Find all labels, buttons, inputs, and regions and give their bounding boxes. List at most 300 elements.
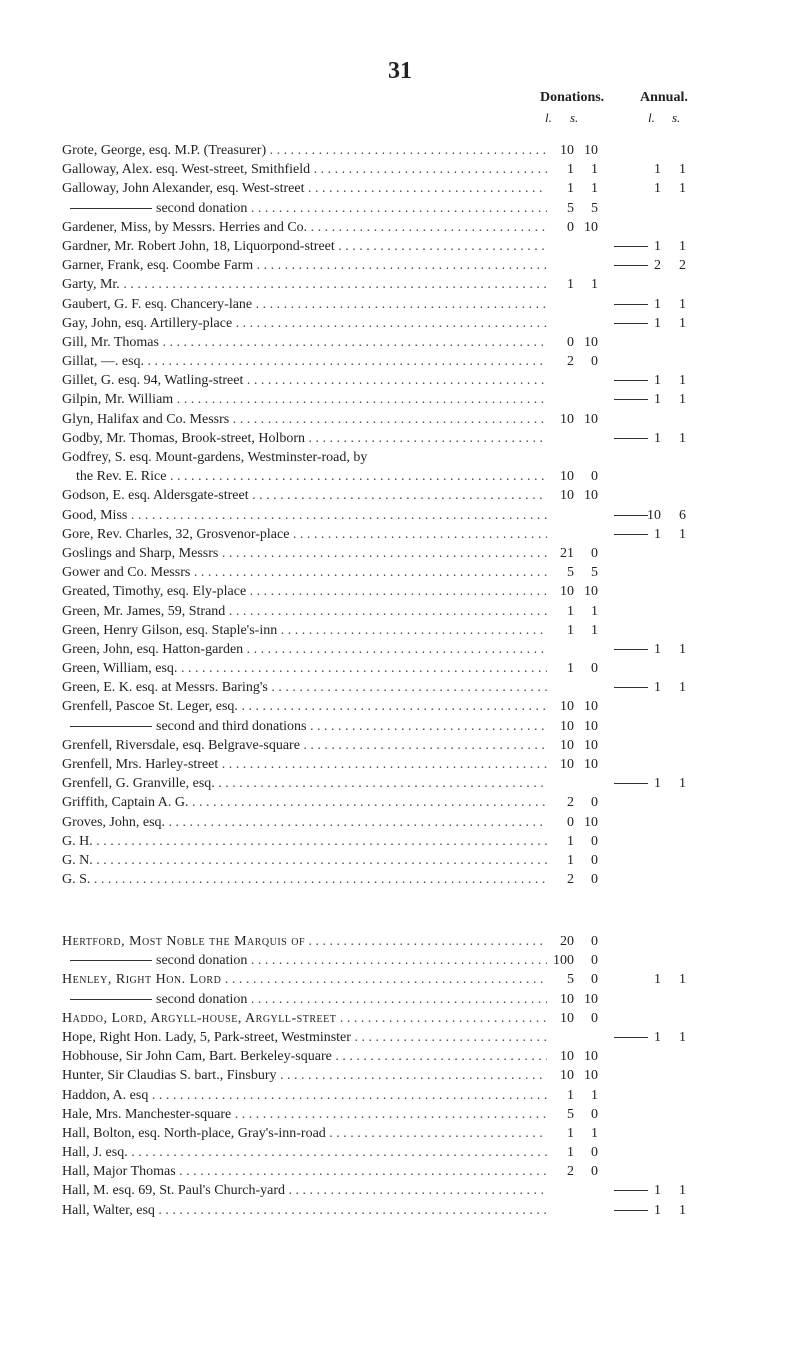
donation-shillings: 10	[584, 699, 598, 715]
ditto-rule	[70, 960, 152, 961]
list-item	[62, 237, 752, 256]
no-donation-rule	[614, 246, 648, 247]
subscriber-name	[62, 371, 547, 390]
donation-shillings: 10	[584, 1049, 598, 1065]
subscriber-name	[62, 970, 547, 989]
annual-shillings: 1	[679, 1183, 686, 1199]
subscriber-name	[62, 237, 547, 256]
subscriber-name	[76, 467, 547, 486]
leader-dots	[249, 488, 547, 503]
donation-pounds: 1	[567, 1087, 574, 1103]
donation-pounds: 1	[567, 852, 574, 868]
no-donation-rule	[614, 380, 648, 381]
donation-shillings: 0	[591, 795, 598, 811]
leader-dots	[166, 469, 547, 484]
leader-dots	[218, 757, 547, 772]
annual-pounds: 1	[654, 373, 661, 389]
leader-dots	[127, 508, 547, 523]
donation-shillings: 10	[584, 488, 598, 504]
subscriber-name	[62, 199, 547, 218]
subscriber-name-text: second donation	[156, 200, 248, 216]
list-item	[62, 697, 752, 716]
list-item	[62, 1143, 752, 1162]
leader-dots	[128, 1145, 547, 1160]
subscriber-name-text: Green, Henry Gilson, esq. Staple's-inn	[62, 622, 278, 638]
annual-shillings-unit: s.	[672, 110, 681, 125]
no-donation-rule	[614, 687, 648, 688]
annual-shillings: 1	[679, 238, 686, 254]
donation-shillings: 10	[584, 718, 598, 734]
donation-pounds: 10	[560, 143, 574, 158]
leader-dots	[232, 316, 547, 331]
list-item	[62, 1105, 752, 1124]
donation-shillings: 0	[591, 852, 598, 868]
annual-pounds: 1	[654, 972, 661, 988]
leader-dots	[304, 181, 547, 196]
annual-pounds: 1	[654, 776, 661, 792]
donation-pounds: 0	[567, 814, 574, 830]
leader-dots	[93, 834, 547, 849]
donation-pounds: 2	[567, 1164, 574, 1180]
donation-pounds: 2	[567, 872, 574, 888]
list-item	[62, 544, 752, 563]
donation-pounds: 1	[567, 1125, 574, 1141]
donation-pounds: 2	[567, 354, 574, 370]
list-item	[62, 179, 752, 198]
subscriber-name	[62, 755, 547, 774]
list-item	[62, 371, 752, 390]
annual-shillings: 1	[679, 392, 686, 408]
subscriber-name-text: Greated, Timothy, esq. Ely-place	[62, 584, 247, 600]
annual-pounds: 2	[654, 258, 661, 274]
no-donation-rule	[614, 323, 648, 324]
no-donation-rule	[614, 399, 648, 400]
subscriber-name-text: Gower and Co. Messrs	[62, 565, 191, 581]
subscriber-name-text: Hale, Mrs. Manchester-square	[62, 1106, 232, 1122]
subscriber-name-text: Gay, John, esq. Artillery-place	[62, 315, 233, 331]
leader-dots	[247, 953, 547, 968]
leader-dots	[336, 1011, 547, 1026]
leader-dots	[165, 815, 547, 830]
donation-shillings: 0	[591, 934, 598, 949]
donation-pounds: 5	[567, 200, 574, 216]
donation-pounds: 10	[560, 488, 574, 504]
donation-shillings: 5	[591, 200, 598, 216]
donation-pounds: 5	[567, 1106, 574, 1122]
list-item	[62, 602, 752, 621]
subscriber-name-text: Hall, J. esq.	[62, 1145, 128, 1161]
leader-dots	[155, 1203, 547, 1218]
list-item	[62, 314, 752, 333]
leader-dots	[351, 1030, 547, 1045]
list-item	[62, 1086, 752, 1105]
annual-pounds: 1	[654, 162, 661, 178]
subscriber-name	[62, 256, 547, 275]
list-item	[62, 582, 752, 601]
subscriber-name	[62, 697, 547, 716]
leader-dots	[177, 661, 547, 676]
leader-dots	[231, 1107, 547, 1122]
ditto-rule	[70, 726, 152, 727]
annual-pounds: 1	[654, 296, 661, 312]
donation-shillings: 10	[584, 1068, 598, 1084]
annual-pounds: 1	[654, 1202, 661, 1218]
annual-shillings: 1	[679, 776, 686, 792]
donation-pounds: 10	[560, 991, 574, 1007]
subscriber-name	[62, 640, 547, 659]
subscriber-name	[62, 486, 547, 505]
leader-dots	[277, 623, 547, 638]
subscriber-name-text: Green, E. K. esq. at Messrs. Baring's	[62, 680, 268, 696]
subscriber-name-text: Godby, Mr. Thomas, Brook-street, Holborn	[62, 430, 306, 446]
no-donation-rule	[614, 438, 648, 439]
subscriber-list-g	[62, 141, 752, 889]
leader-dots	[190, 565, 547, 580]
subscriber-name	[62, 544, 547, 563]
subscriber-name	[62, 582, 547, 601]
donation-shillings: 10	[584, 991, 598, 1007]
subscriber-name	[62, 793, 547, 812]
subscriber-name	[62, 1066, 547, 1085]
subscriber-name-text: Hall, Major Thomas	[62, 1164, 176, 1180]
subscriber-name-text: Gardner, Mr. Robert John, 18, Liquorpond-street	[62, 238, 335, 254]
donation-pounds: 10	[560, 718, 574, 734]
list-item	[62, 755, 752, 774]
annual-pounds: 1	[654, 181, 661, 197]
donation-shillings: 0	[591, 1145, 598, 1161]
list-item	[62, 410, 752, 429]
donation-shillings: 10	[584, 814, 598, 830]
subscriber-name	[62, 736, 547, 755]
list-item	[62, 1124, 752, 1143]
leader-dots	[246, 584, 547, 599]
annual-shillings: 1	[679, 296, 686, 312]
list-item	[62, 275, 752, 294]
list-item	[62, 295, 752, 314]
leader-dots	[93, 853, 547, 868]
list-item	[62, 141, 752, 160]
subscriber-name-text: Hertford, Most Noble the Marquis of	[62, 934, 306, 949]
subscriber-name	[62, 218, 547, 237]
subscriber-name-text: Hall, Walter, esq	[62, 1202, 155, 1218]
no-donation-rule	[614, 265, 648, 266]
subscriber-name-text: second donation	[156, 953, 248, 969]
leader-dots	[335, 239, 547, 254]
subscriber-name-text: Galloway, Alex. esq. West-street, Smithfield	[62, 162, 311, 178]
subscriber-name-text: Groves, John, esq.	[62, 814, 166, 830]
subscriber-name-text: Gilpin, Mr. William	[62, 392, 174, 408]
annual-pounds: 1	[654, 1029, 661, 1045]
annual-pounds: 1	[654, 315, 661, 331]
subscriber-name-text: Hall, Bolton, esq. North-place, Gray's-inn-road	[62, 1125, 326, 1141]
donations-shillings-unit: s.	[570, 110, 579, 125]
donation-pounds: 1	[567, 277, 574, 293]
no-donation-rule	[614, 649, 648, 650]
subscriber-name-text: Gaubert, G. F. esq. Chancery-lane	[62, 296, 253, 312]
leader-dots	[221, 972, 547, 987]
donation-pounds: 0	[567, 219, 574, 235]
list-item	[62, 448, 752, 467]
leader-dots	[243, 373, 547, 388]
leader-dots	[247, 201, 547, 216]
donations-header: Donations.	[540, 90, 605, 105]
donation-shillings: 1	[591, 181, 598, 197]
donation-pounds: 10	[560, 1049, 574, 1065]
annual-header: Annual.	[640, 90, 688, 105]
donation-pounds: 10	[560, 699, 574, 715]
leader-dots	[148, 1088, 547, 1103]
donation-shillings: 10	[584, 737, 598, 753]
subscriber-name-text: Godson, E. esq. Aldersgate-street	[62, 488, 249, 504]
subscriber-name	[62, 1124, 547, 1143]
donation-shillings: 10	[584, 219, 598, 235]
annual-pounds: 1	[654, 430, 661, 446]
donation-shillings: 10	[584, 757, 598, 772]
subscriber-name-text: Good, Miss	[62, 507, 128, 523]
donation-pounds: 5	[567, 565, 574, 581]
no-donation-rule	[614, 1190, 648, 1191]
subscriber-name-text: G. H.	[62, 833, 93, 849]
leader-dots	[173, 392, 547, 407]
subscriber-name	[62, 160, 547, 179]
donation-shillings: 10	[584, 143, 598, 158]
subscriber-name-text: Grenfell, Riversdale, esq. Belgrave-square	[62, 737, 300, 753]
leader-dots	[176, 1164, 547, 1179]
list-item	[62, 467, 752, 486]
subscriber-name	[62, 678, 547, 697]
list-item	[62, 793, 752, 812]
donation-shillings: 1	[591, 1087, 598, 1103]
annual-shillings: 1	[679, 373, 686, 389]
leader-dots	[332, 1049, 547, 1064]
subscriber-name-text: Green, John, esq. Hatton-garden	[62, 641, 244, 657]
subscriber-name	[62, 295, 547, 314]
donation-pounds: 21	[560, 545, 574, 561]
subscriber-name	[62, 179, 547, 198]
subscriber-name	[62, 1201, 547, 1220]
subscriber-name	[62, 410, 547, 429]
donation-shillings: 0	[591, 833, 598, 849]
donation-pounds: 1	[567, 181, 574, 197]
leader-dots	[159, 335, 547, 350]
no-donation-rule	[614, 1210, 648, 1211]
donation-shillings: 1	[591, 162, 598, 178]
column-headers	[0, 90, 800, 130]
annual-shillings: 2	[679, 258, 686, 274]
donation-pounds: 1	[567, 622, 574, 638]
donation-shillings: 0	[591, 1106, 598, 1122]
subscriber-name	[62, 1105, 547, 1124]
donation-shillings: 5	[591, 565, 598, 581]
list-item	[62, 506, 752, 525]
subscriber-name-text: Griffith, Captain A. G.	[62, 795, 189, 811]
list-item	[62, 659, 752, 678]
subscriber-name-text: Godfrey, S. esq. Mount-gardens, Westminster-road, by	[62, 450, 368, 465]
subscriber-name	[62, 429, 547, 448]
subscriber-name	[62, 813, 547, 832]
leader-dots	[120, 277, 547, 292]
list-item	[62, 486, 752, 505]
leader-dots	[326, 1126, 547, 1141]
subscriber-name	[62, 1143, 547, 1162]
annual-pounds: 1	[654, 1183, 661, 1199]
list-item	[62, 352, 752, 371]
donation-pounds: 10	[560, 1068, 574, 1084]
leader-dots	[300, 738, 547, 753]
leader-dots	[247, 992, 547, 1007]
list-item	[62, 932, 752, 951]
list-item	[62, 218, 752, 237]
annual-shillings: 1	[679, 641, 686, 657]
list-item	[62, 951, 752, 970]
list-item	[62, 736, 752, 755]
subscriber-name	[62, 870, 547, 889]
donation-shillings: 10	[584, 584, 598, 600]
list-item	[62, 1009, 752, 1028]
donation-shillings: 0	[591, 661, 598, 677]
ditto-rule	[70, 208, 152, 209]
donation-pounds: 100	[553, 953, 574, 969]
subscriber-name	[62, 390, 547, 409]
subscriber-name-text: second donation	[156, 991, 248, 1007]
subscriber-name	[62, 563, 547, 582]
subscriber-name	[62, 141, 547, 160]
list-item	[62, 1201, 752, 1220]
annual-shillings: 1	[679, 972, 686, 988]
list-item	[62, 640, 752, 659]
no-donation-rule	[614, 515, 648, 516]
subscriber-name	[62, 717, 547, 736]
subscriber-name	[62, 1181, 547, 1200]
subscriber-name-text: second and third donations	[156, 718, 307, 734]
donation-shillings: 0	[591, 469, 598, 485]
leader-dots	[289, 527, 547, 542]
list-item	[62, 1028, 752, 1047]
donation-shillings: 0	[591, 354, 598, 370]
list-item	[62, 717, 752, 736]
subscriber-name	[62, 932, 547, 951]
leader-dots	[218, 546, 547, 561]
subscriber-name-text: Henley, Right Hon. Lord	[62, 972, 222, 988]
subscriber-name	[62, 851, 547, 870]
leader-dots	[243, 642, 547, 657]
donation-pounds: 1	[567, 1145, 574, 1161]
list-item	[62, 429, 752, 448]
annual-pounds: 1	[654, 392, 661, 408]
no-donation-rule	[614, 783, 648, 784]
leader-dots	[276, 1068, 547, 1083]
list-item	[62, 390, 752, 409]
subscriber-name-text: Gillet, G. esq. 94, Watling-street	[62, 373, 244, 389]
donation-shillings: 0	[591, 1010, 598, 1026]
donation-shillings: 0	[591, 953, 598, 969]
subscriber-name	[62, 602, 547, 621]
leader-dots	[90, 872, 547, 887]
donation-pounds: 10	[560, 411, 574, 427]
donation-pounds: 10	[560, 757, 574, 772]
annual-shillings: 1	[679, 1202, 686, 1218]
subscriber-name-text: Gore, Rev. Charles, 32, Grosvenor-place	[62, 526, 290, 542]
subscriber-name	[62, 333, 547, 352]
donation-pounds: 5	[567, 972, 574, 988]
donation-pounds: 10	[560, 469, 574, 485]
donation-pounds: 10	[560, 584, 574, 600]
leader-dots	[144, 354, 547, 369]
subscriber-name	[62, 448, 547, 467]
ditto-rule	[70, 999, 152, 1000]
donation-shillings: 1	[591, 1125, 598, 1141]
leader-dots	[252, 297, 547, 312]
subscriber-name	[62, 314, 547, 333]
annual-pounds: 1	[654, 680, 661, 696]
subscriber-name	[62, 275, 547, 294]
annual-pounds: 10	[647, 507, 661, 523]
annual-shillings: 1	[679, 181, 686, 197]
leader-dots	[306, 719, 547, 734]
list-item	[62, 813, 752, 832]
subscriber-name-text: Gillat, —. esq.	[62, 354, 145, 370]
donation-pounds: 1	[567, 661, 574, 677]
subscriber-name-text: Hall, M. esq. 69, St. Paul's Church-yard	[62, 1183, 286, 1199]
annual-pounds-unit: l.	[648, 110, 655, 125]
donation-pounds: 2	[567, 795, 574, 811]
subscriber-name	[62, 525, 547, 544]
list-item	[62, 851, 752, 870]
subscriber-name-text: Gardener, Miss, by Messrs. Herries and Co.	[62, 219, 308, 235]
subscriber-name-text: G. N.	[62, 852, 93, 868]
leader-dots	[215, 776, 547, 791]
list-item	[62, 1181, 752, 1200]
subscriber-name	[62, 1028, 547, 1047]
subscriber-name	[62, 1009, 547, 1028]
subscriber-name	[62, 951, 547, 970]
donation-shillings: 0	[591, 872, 598, 888]
annual-shillings: 1	[679, 162, 686, 178]
donation-shillings: 0	[591, 545, 598, 561]
subscriber-name	[62, 1162, 547, 1181]
annual-pounds: 1	[654, 641, 661, 657]
annual-shillings: 1	[679, 1029, 686, 1045]
subscriber-name-text: Goslings and Sharp, Messrs	[62, 545, 219, 561]
donation-pounds: 1	[567, 603, 574, 619]
subscriber-name	[62, 352, 547, 371]
annual-shillings: 1	[679, 315, 686, 331]
list-item	[62, 970, 752, 989]
donation-shillings: 1	[591, 277, 598, 293]
subscriber-name-text: Gill, Mr. Thomas	[62, 334, 159, 350]
donation-shillings: 1	[591, 622, 598, 638]
annual-pounds: 1	[654, 526, 661, 542]
donation-shillings: 10	[584, 334, 598, 350]
subscriber-name-text: Haddo, Lord, Argyll-house, Argyll-street	[62, 1010, 337, 1026]
list-item	[62, 1162, 752, 1181]
list-item	[62, 621, 752, 640]
leader-dots	[225, 604, 547, 619]
subscriber-name	[62, 506, 547, 525]
leader-dots	[305, 934, 547, 949]
leader-dots	[253, 258, 547, 273]
donation-pounds: 1	[567, 833, 574, 849]
leader-dots	[238, 699, 547, 714]
list-item	[62, 1047, 752, 1066]
no-donation-rule	[614, 304, 648, 305]
donation-pounds: 10	[560, 1010, 574, 1026]
subscriber-name-text: the Rev. E. Rice	[76, 469, 167, 485]
list-item	[62, 832, 752, 851]
annual-shillings: 6	[679, 507, 686, 523]
leader-dots	[305, 431, 547, 446]
list-item	[62, 870, 752, 889]
